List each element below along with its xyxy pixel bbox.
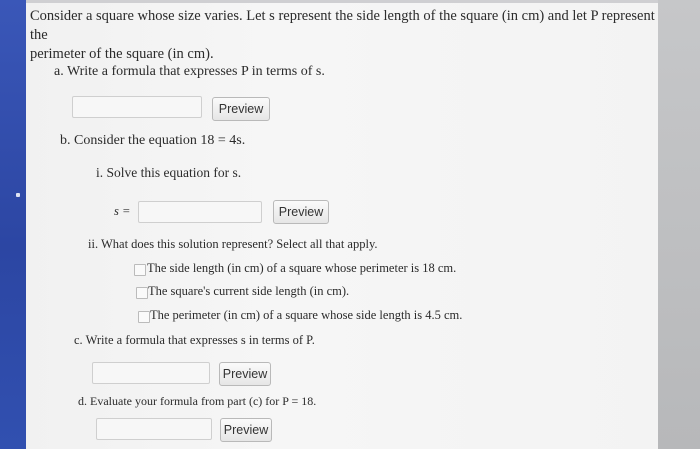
s-equals-label: s = [114,204,131,218]
question-page [26,0,658,449]
top-divider [26,0,658,3]
part-c-prompt: c. Write a formula that expresses s in terms of P. [74,333,315,347]
part-d-answer-input[interactable] [96,418,212,440]
part-b-ii-prompt: ii. What does this solution represent? Select all that apply. [88,237,378,251]
part-c-preview-button[interactable]: Preview [219,362,271,386]
intro-line-1: Consider a square whose size varies. Let s represent the side length of the square (in cm) and let P represent the [30,8,655,43]
part-d-prompt: d. Evaluate your formula from part (c) for P = 18. [78,394,317,408]
problem-intro [30,7,666,64]
part-b-i-prompt: i. Solve this equation for s. [96,165,242,180]
intro-line-2: perimeter of the square (in cm). [30,46,214,62]
part-a-preview-button[interactable]: Preview [212,97,270,121]
option-1-checkbox[interactable] [134,264,146,276]
part-a-prompt: a. Write a formula that expresses P in terms of s. [54,64,325,79]
part-b-prompt: b. Consider the equation 18 = 4s. [60,133,246,148]
option-3-label[interactable]: The perimeter (in cm) of a square whose side length is 4.5 cm. [150,308,463,322]
option-2-checkbox[interactable] [136,287,148,299]
right-edge-panel [658,0,700,449]
part-b-i-preview-button[interactable]: Preview [273,200,329,224]
option-3-checkbox[interactable] [138,311,150,323]
part-a-answer-input[interactable] [72,96,202,118]
sidebar-marker [16,193,20,197]
part-d-preview-button[interactable]: Preview [220,418,272,442]
left-sidebar [0,0,26,449]
option-1-label[interactable]: The side length (in cm) of a square whose perimeter is 18 cm. [147,261,457,275]
option-2-label[interactable]: The square's current side length (in cm). [148,284,350,298]
part-b-i-answer-input[interactable] [138,201,262,223]
part-c-answer-input[interactable] [92,362,210,384]
